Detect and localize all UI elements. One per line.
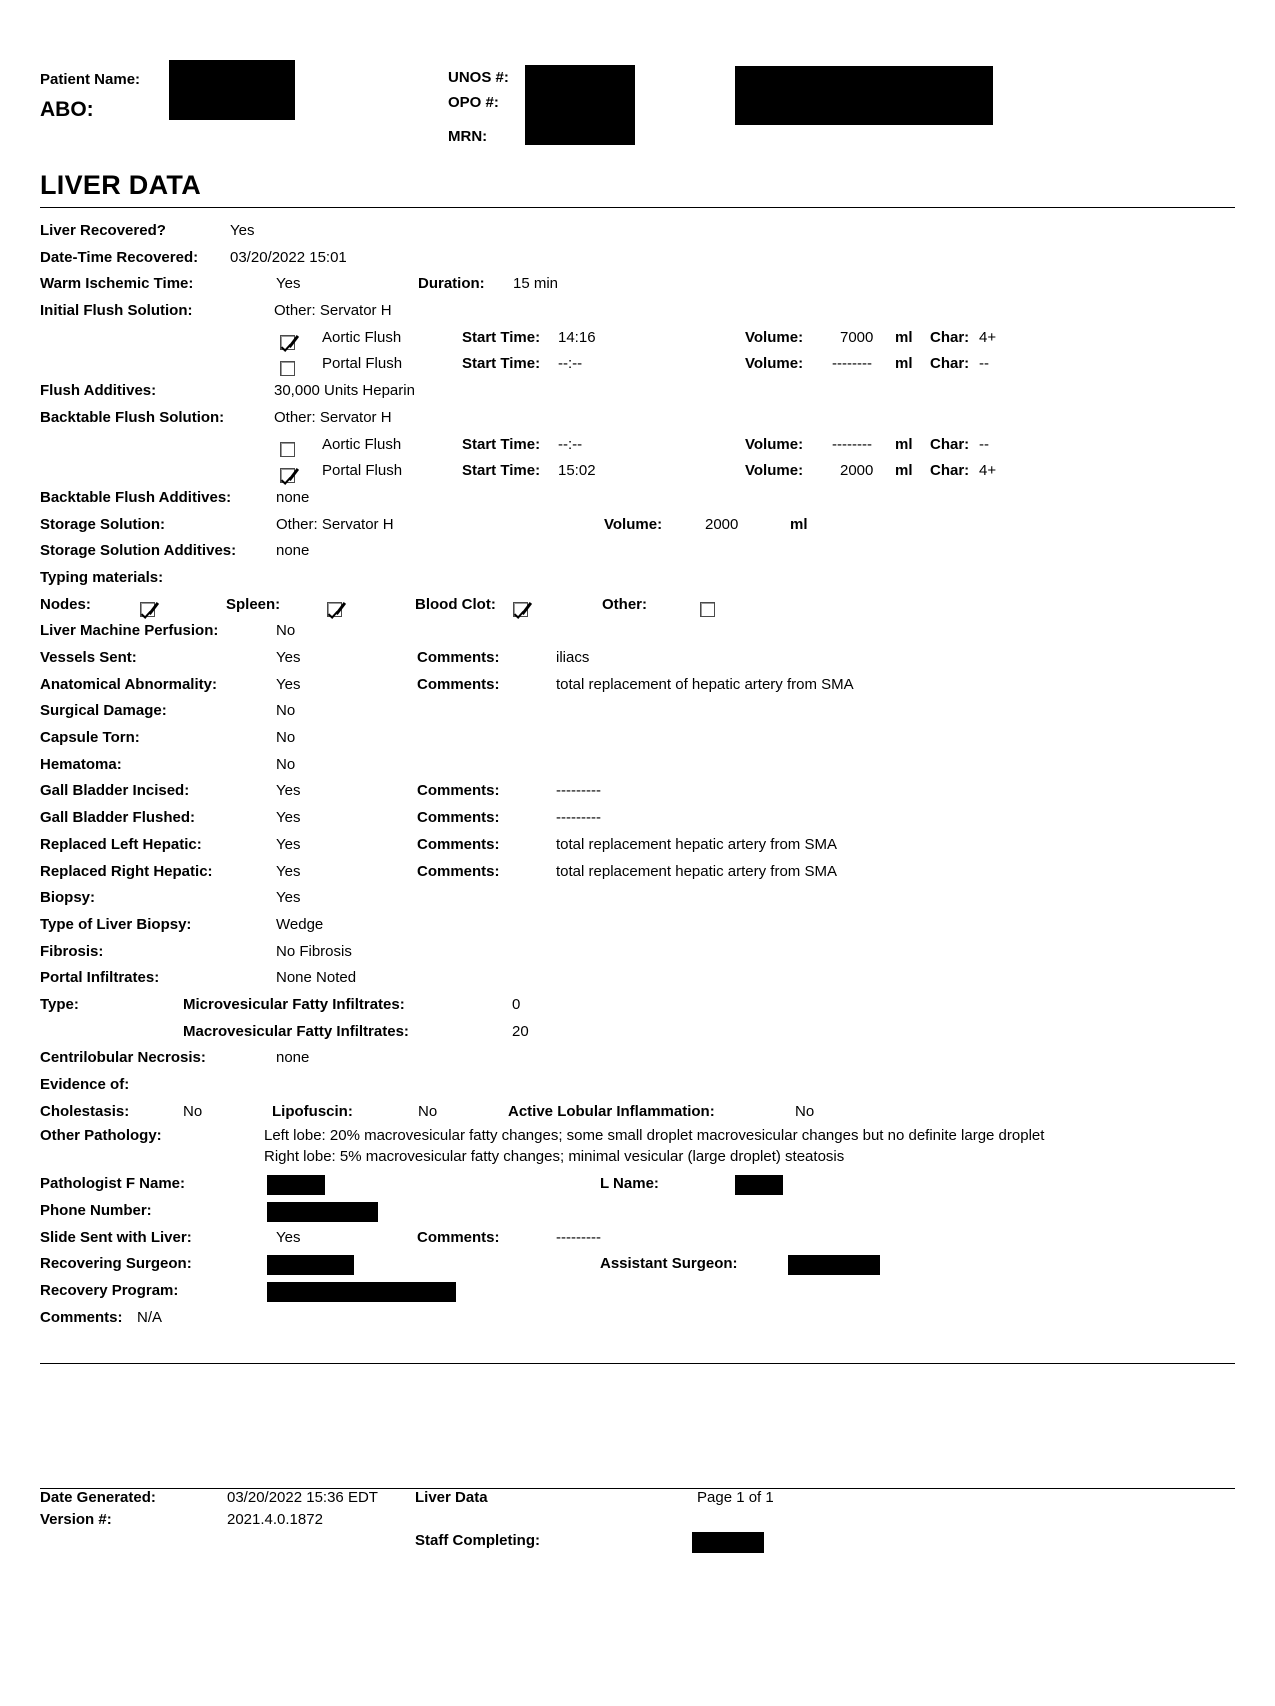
duration-label: Duration: bbox=[418, 275, 485, 293]
backtable-portal-char-label: Char: bbox=[930, 462, 970, 480]
row-capsule-torn bbox=[40, 725, 1235, 752]
lipofuscin-value: No bbox=[418, 1102, 438, 1120]
row-storage-solution bbox=[40, 512, 1235, 539]
backtable-aortic-volume-unit: ml bbox=[895, 435, 913, 453]
macrovesicular-value: 20 bbox=[512, 1022, 529, 1040]
gb-flushed-comments-label: Comments: bbox=[417, 809, 500, 827]
row-warm-ischemic-time bbox=[40, 271, 1235, 298]
typing-materials-label: Typing materials: bbox=[40, 568, 164, 586]
biopsy-type-label: Type of Liver Biopsy: bbox=[40, 915, 192, 933]
row-initial-aortic-flush bbox=[40, 325, 1235, 352]
title-divider bbox=[40, 207, 1235, 208]
row-replaced-left-hepatic bbox=[40, 832, 1235, 859]
recovering-surgeon-redaction bbox=[267, 1255, 354, 1275]
surgical-damage-value: No bbox=[276, 702, 296, 720]
repl-right-value: Yes bbox=[276, 862, 301, 880]
hematoma-value: No bbox=[276, 755, 296, 773]
assistant-surgeon-redaction bbox=[788, 1255, 880, 1275]
staff-completing-label: Staff Completing: bbox=[415, 1532, 540, 1549]
row-recovering-surgeon bbox=[40, 1251, 1235, 1278]
storage-volume-label: Volume: bbox=[604, 515, 663, 533]
row-type-of-liver-biopsy bbox=[40, 912, 1235, 939]
gb-incised-comments-value: --------- bbox=[556, 782, 601, 800]
initial-aortic-char-label: Char: bbox=[930, 328, 970, 346]
row-backtable-portal-flush bbox=[40, 458, 1235, 485]
patient-name-label: Patient Name: bbox=[40, 71, 141, 88]
header-right-redaction bbox=[735, 66, 993, 125]
backtable-portal-flush-name: Portal Flush bbox=[322, 462, 403, 480]
initial-aortic-start-label: Start Time: bbox=[462, 328, 541, 346]
row-date-time-recovered bbox=[40, 245, 1235, 272]
recovering-surgeon-label: Recovering Surgeon: bbox=[40, 1255, 192, 1273]
storage-additives-value: none bbox=[276, 542, 310, 560]
initial-aortic-volume-label: Volume: bbox=[745, 328, 804, 346]
initial-portal-start-label: Start Time: bbox=[462, 355, 541, 373]
comments-label: Comments: bbox=[40, 1308, 123, 1326]
row-evidence-values bbox=[40, 1099, 1235, 1126]
machine-perfusion-value: No bbox=[276, 622, 296, 640]
backtable-additives-value: none bbox=[276, 488, 310, 506]
staff-completing-redaction bbox=[692, 1532, 764, 1553]
date-time-recovered-label: Date-Time Recovered: bbox=[40, 248, 199, 266]
storage-volume-value: 2000 bbox=[705, 515, 739, 533]
unos-opo-mrn-redaction bbox=[525, 65, 635, 145]
row-surgical-damage bbox=[40, 698, 1235, 725]
gb-incised-comments-label: Comments: bbox=[417, 782, 500, 800]
repl-left-comments-value: total replacement hepatic artery from SMA bbox=[556, 835, 837, 853]
row-recovery-program bbox=[40, 1278, 1235, 1305]
microvesicular-label: Microvesicular Fatty Infiltrates: bbox=[183, 995, 405, 1013]
initial-aortic-volume-unit: ml bbox=[895, 328, 913, 346]
initial-aortic-flush-name: Aortic Flush bbox=[322, 328, 402, 346]
initial-portal-start-value: --:-- bbox=[558, 355, 583, 373]
document-header bbox=[40, 55, 1235, 170]
version-value: 2021.4.0.1872 bbox=[227, 1511, 323, 1528]
body-bottom-divider bbox=[40, 1363, 1235, 1364]
phone-number-redaction bbox=[267, 1202, 378, 1222]
duration-value: 15 min bbox=[513, 275, 559, 293]
row-initial-flush-solution bbox=[40, 298, 1235, 325]
machine-perfusion-label: Liver Machine Perfusion: bbox=[40, 622, 219, 640]
backtable-flush-label: Backtable Flush Solution: bbox=[40, 408, 225, 426]
repl-left-comments-label: Comments: bbox=[417, 835, 500, 853]
row-macrovesicular bbox=[40, 1019, 1235, 1046]
liver-data-document bbox=[0, 55, 1275, 1706]
row-gall-bladder-flushed bbox=[40, 805, 1235, 832]
row-backtable-flush-additives bbox=[40, 485, 1235, 512]
date-generated-label: Date Generated: bbox=[40, 1489, 156, 1506]
initial-portal-volume-unit: ml bbox=[895, 355, 913, 373]
repl-right-comments-label: Comments: bbox=[417, 862, 500, 880]
anatomical-comments-label: Comments: bbox=[417, 675, 500, 693]
vessels-comments-value: iliacs bbox=[556, 649, 590, 666]
gb-incised-value: Yes bbox=[276, 782, 301, 800]
row-comments bbox=[40, 1305, 1235, 1332]
fibrosis-value: No Fibrosis bbox=[276, 942, 352, 960]
nodes-label: Nodes: bbox=[40, 595, 91, 613]
pathologist-first-name-redaction bbox=[267, 1175, 325, 1195]
repl-right-label: Replaced Right Hepatic: bbox=[40, 862, 213, 880]
gb-flushed-value: Yes bbox=[276, 809, 301, 827]
row-slide-sent-with-liver bbox=[40, 1225, 1235, 1252]
biopsy-label: Biopsy: bbox=[40, 889, 96, 907]
capsule-torn-label: Capsule Torn: bbox=[40, 729, 140, 747]
row-liver-machine-perfusion bbox=[40, 618, 1235, 645]
row-microvesicular bbox=[40, 992, 1235, 1019]
row-centrilobular-necrosis bbox=[40, 1045, 1235, 1072]
storage-solution-label: Storage Solution: bbox=[40, 515, 165, 533]
anatomical-comments-value: total replacement of hepatic artery from SMA bbox=[556, 675, 854, 693]
backtable-portal-volume-label: Volume: bbox=[745, 462, 804, 480]
repl-left-label: Replaced Left Hepatic: bbox=[40, 835, 202, 853]
backtable-aortic-volume-label: Volume: bbox=[745, 435, 804, 453]
storage-volume-unit: ml bbox=[790, 515, 808, 533]
initial-flush-value: Other: Servator H bbox=[274, 302, 392, 320]
mrn-label: MRN: bbox=[448, 128, 488, 145]
gb-flushed-label: Gall Bladder Flushed: bbox=[40, 809, 196, 827]
phone-number-label: Phone Number: bbox=[40, 1202, 152, 1220]
initial-flush-label: Initial Flush Solution: bbox=[40, 302, 193, 320]
repl-left-value: Yes bbox=[276, 835, 301, 853]
backtable-additives-label: Backtable Flush Additives: bbox=[40, 488, 232, 506]
other-pathology-line-1: Left lobe: 20% macrovesicular fatty changes; some small droplet macrovesicular changes but no definite large droplet bbox=[264, 1127, 1045, 1145]
footer-divider bbox=[40, 1488, 1235, 1489]
slide-comments-value: --------- bbox=[556, 1228, 601, 1246]
initial-portal-char-label: Char: bbox=[930, 355, 970, 373]
repl-right-comments-value: total replacement hepatic artery from SMA bbox=[556, 862, 837, 880]
row-liver-recovered bbox=[40, 218, 1235, 245]
storage-solution-value: Other: Servator H bbox=[276, 515, 394, 533]
backtable-aortic-char-value: -- bbox=[979, 435, 989, 453]
capsule-torn-value: No bbox=[276, 729, 296, 747]
row-storage-solution-additives bbox=[40, 538, 1235, 565]
version-label: Version #: bbox=[40, 1511, 112, 1528]
initial-portal-flush-name: Portal Flush bbox=[322, 355, 403, 373]
cholestasis-label: Cholestasis: bbox=[40, 1102, 130, 1120]
initial-portal-volume-label: Volume: bbox=[745, 355, 804, 373]
fibrosis-label: Fibrosis: bbox=[40, 942, 104, 960]
row-pathologist-name bbox=[40, 1171, 1235, 1198]
backtable-aortic-char-label: Char: bbox=[930, 435, 970, 453]
portal-infiltrates-label: Portal Infiltrates: bbox=[40, 969, 160, 987]
lipofuscin-label: Lipofuscin: bbox=[272, 1102, 353, 1120]
liver-data-body bbox=[40, 218, 1235, 1332]
gb-flushed-comments-value: --------- bbox=[556, 809, 601, 827]
evidence-of-label: Evidence of: bbox=[40, 1076, 130, 1093]
row-biopsy bbox=[40, 885, 1235, 912]
backtable-aortic-start-label: Start Time: bbox=[462, 435, 541, 453]
gb-incised-label: Gall Bladder Incised: bbox=[40, 782, 190, 800]
warm-ischemic-label: Warm Ischemic Time: bbox=[40, 275, 194, 293]
backtable-aortic-volume-value: -------- bbox=[832, 435, 872, 453]
patient-name-redaction bbox=[169, 60, 295, 120]
page-title: LIVER DATA bbox=[40, 170, 201, 200]
slide-comments-label: Comments: bbox=[417, 1228, 500, 1246]
pathologist-last-name-redaction bbox=[735, 1175, 783, 1195]
slide-sent-label: Slide Sent with Liver: bbox=[40, 1228, 192, 1246]
row-initial-portal-flush bbox=[40, 351, 1235, 378]
initial-portal-char-value: -- bbox=[979, 355, 989, 373]
abo-label: ABO: bbox=[40, 98, 94, 121]
storage-additives-label: Storage Solution Additives: bbox=[40, 542, 237, 560]
typing-other-label: Other: bbox=[602, 595, 647, 613]
recovery-program-label: Recovery Program: bbox=[40, 1282, 179, 1300]
warm-ischemic-value: Yes bbox=[276, 275, 301, 293]
row-other-pathology bbox=[40, 1125, 1235, 1171]
date-time-recovered-value: 03/20/2022 15:01 bbox=[230, 248, 347, 266]
flush-additives-label: Flush Additives: bbox=[40, 382, 157, 400]
unos-number-label: UNOS #: bbox=[448, 69, 509, 86]
row-typing-materials bbox=[40, 565, 1235, 592]
row-anatomical-abnormality bbox=[40, 672, 1235, 699]
date-generated-value: 03/20/2022 15:36 EDT bbox=[227, 1489, 378, 1506]
backtable-portal-volume-unit: ml bbox=[895, 462, 913, 480]
page-number: Page 1 of 1 bbox=[697, 1489, 774, 1506]
biopsy-type-value: Wedge bbox=[276, 915, 324, 933]
slide-sent-value: Yes bbox=[276, 1228, 301, 1246]
cholestasis-value: No bbox=[183, 1102, 203, 1120]
initial-aortic-char-value: 4+ bbox=[979, 328, 997, 346]
anatomical-value: Yes bbox=[276, 675, 301, 693]
other-pathology-line-2: Right lobe: 5% macrovesicular fatty changes; minimal vesicular (large droplet) steatosis bbox=[264, 1148, 845, 1166]
row-typing-checkboxes bbox=[40, 592, 1235, 619]
other-pathology-label: Other Pathology: bbox=[40, 1127, 162, 1145]
opo-number-label: OPO #: bbox=[448, 94, 499, 111]
backtable-portal-char-value: 4+ bbox=[979, 462, 997, 480]
liver-recovered-label: Liver Recovered? bbox=[40, 222, 166, 239]
backtable-aortic-flush-name: Aortic Flush bbox=[322, 435, 402, 453]
pathologist-first-name-label: Pathologist F Name: bbox=[40, 1175, 186, 1193]
flush-additives-value: 30,000 Units Heparin bbox=[274, 382, 415, 400]
row-backtable-aortic-flush bbox=[40, 432, 1235, 459]
centrilobular-label: Centrilobular Necrosis: bbox=[40, 1049, 206, 1067]
microvesicular-value: 0 bbox=[512, 995, 521, 1013]
backtable-portal-start-label: Start Time: bbox=[462, 462, 541, 480]
row-phone-number bbox=[40, 1198, 1235, 1225]
row-hematoma bbox=[40, 752, 1235, 779]
row-replaced-right-hepatic bbox=[40, 859, 1235, 886]
surgical-damage-label: Surgical Damage: bbox=[40, 702, 167, 720]
spleen-label: Spleen: bbox=[226, 595, 281, 613]
comments-value: N/A bbox=[137, 1308, 163, 1326]
backtable-aortic-start-value: --:-- bbox=[558, 435, 583, 453]
vessels-sent-value: Yes bbox=[276, 649, 301, 666]
biopsy-value: Yes bbox=[276, 889, 301, 907]
hematoma-label: Hematoma: bbox=[40, 755, 122, 773]
backtable-flush-value: Other: Servator H bbox=[274, 408, 392, 426]
active-lobular-label: Active Lobular Inflammation: bbox=[508, 1102, 715, 1120]
liver-recovered-value: Yes bbox=[230, 222, 255, 239]
assistant-surgeon-label: Assistant Surgeon: bbox=[600, 1255, 738, 1273]
anatomical-label: Anatomical Abnormality: bbox=[40, 675, 217, 693]
footer-form-name: Liver Data bbox=[415, 1489, 488, 1506]
backtable-portal-start-value: 15:02 bbox=[558, 462, 596, 480]
blood-clot-label: Blood Clot: bbox=[415, 595, 496, 613]
row-portal-infiltrates bbox=[40, 965, 1235, 992]
pathologist-last-name-label: L Name: bbox=[600, 1175, 659, 1193]
portal-infiltrates-value: None Noted bbox=[276, 969, 357, 987]
recovery-program-redaction bbox=[267, 1282, 456, 1302]
row-fibrosis bbox=[40, 939, 1235, 966]
macrovesicular-label: Macrovesicular Fatty Infiltrates: bbox=[183, 1022, 409, 1040]
type-label: Type: bbox=[40, 995, 79, 1013]
initial-aortic-volume-value: 7000 bbox=[840, 328, 874, 346]
row-vessels-sent bbox=[40, 645, 1235, 672]
initial-aortic-start-value: 14:16 bbox=[558, 328, 596, 346]
vessels-sent-label: Vessels Sent: bbox=[40, 649, 137, 666]
centrilobular-value: none bbox=[276, 1049, 310, 1067]
initial-portal-volume-value: -------- bbox=[832, 355, 872, 373]
vessels-comments-label: Comments: bbox=[417, 649, 500, 666]
row-flush-additives bbox=[40, 378, 1235, 405]
backtable-portal-volume-value: 2000 bbox=[840, 462, 874, 480]
row-backtable-flush-solution bbox=[40, 405, 1235, 432]
row-gall-bladder-incised bbox=[40, 778, 1235, 805]
active-lobular-value: No bbox=[795, 1102, 815, 1120]
row-evidence-of bbox=[40, 1072, 1235, 1099]
